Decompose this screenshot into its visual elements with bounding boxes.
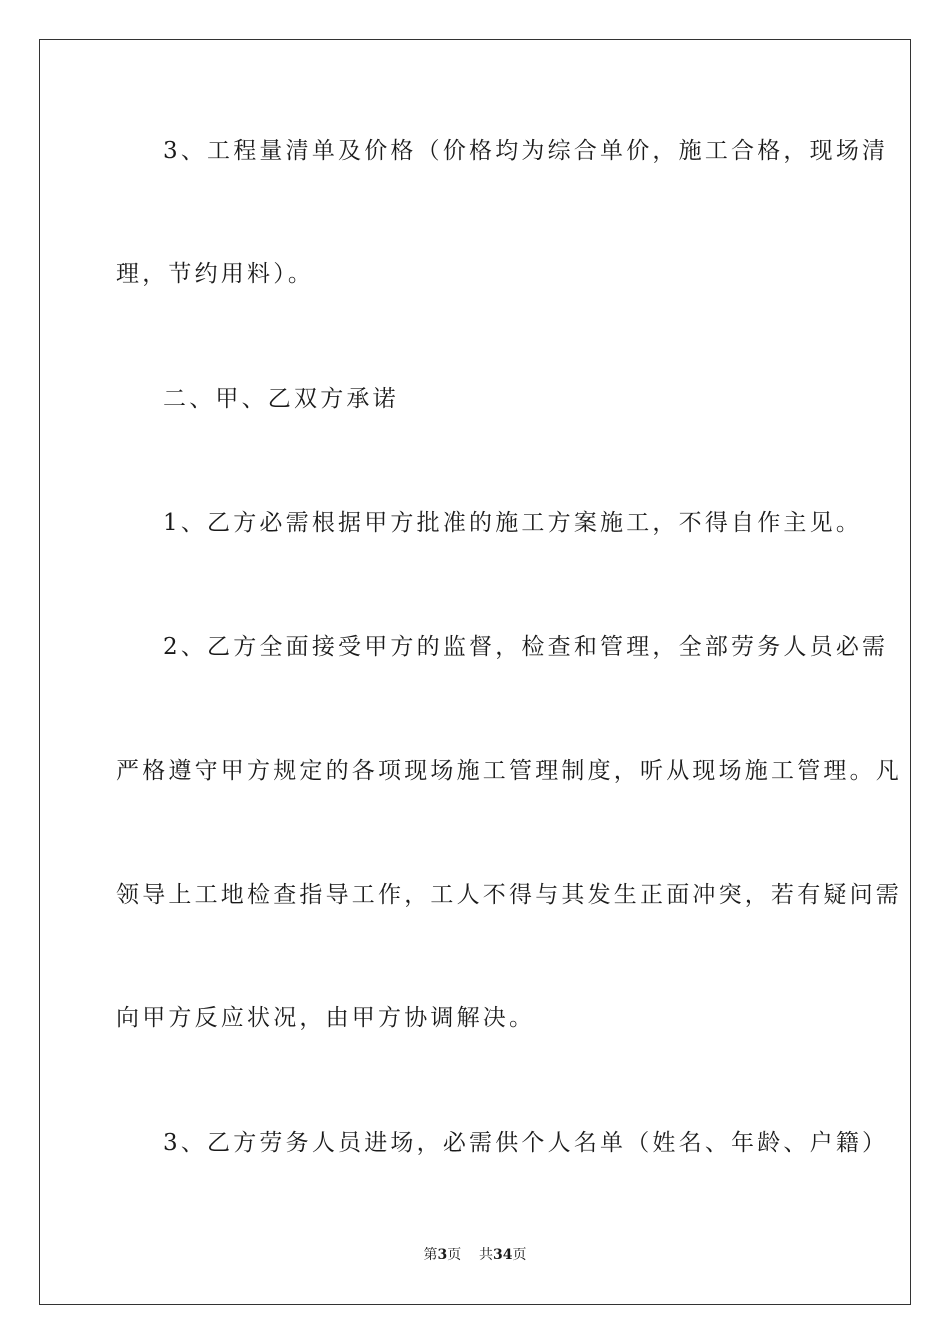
page-footer: [0, 1245, 950, 1265]
footer-total-suffix: 页: [512, 1247, 527, 1263]
paragraph-line: 严格遵守甲方规定的各项现场施工管理制度，听从现场施工管理。凡: [116, 758, 902, 784]
paragraph-line: 1、乙方必需根据甲方批准的施工方案施工，不得自作主见。: [163, 510, 863, 536]
footer-total-number: 34: [493, 1247, 513, 1263]
paragraph-line: 3、乙方劳务人员进场，必需供个人名单（姓名、年龄、户籍）: [163, 1130, 889, 1156]
paragraph-line: 理，节约用料）。: [116, 261, 315, 287]
paragraph-line: 向甲方反应状况，由甲方协调解决。: [116, 1005, 536, 1031]
footer-page-suffix: 页: [447, 1247, 462, 1263]
footer-page-number: 3: [437, 1247, 448, 1263]
page-border: [39, 39, 911, 1305]
paragraph-line: 3、工程量清单及价格（价格均为综合单价，施工合格，现场清: [163, 138, 889, 164]
footer-total-prefix: 共: [479, 1247, 494, 1263]
paragraph-line: 2、乙方全面接受甲方的监督，检查和管理，全部劳务人员必需: [163, 634, 889, 660]
section-heading: 二、甲、乙双方承诺: [163, 386, 399, 412]
footer-page-prefix: 第: [423, 1247, 438, 1263]
paragraph-line: 领导上工地检查指导工作，工人不得与其发生正面冲突，若有疑问需: [116, 882, 902, 908]
